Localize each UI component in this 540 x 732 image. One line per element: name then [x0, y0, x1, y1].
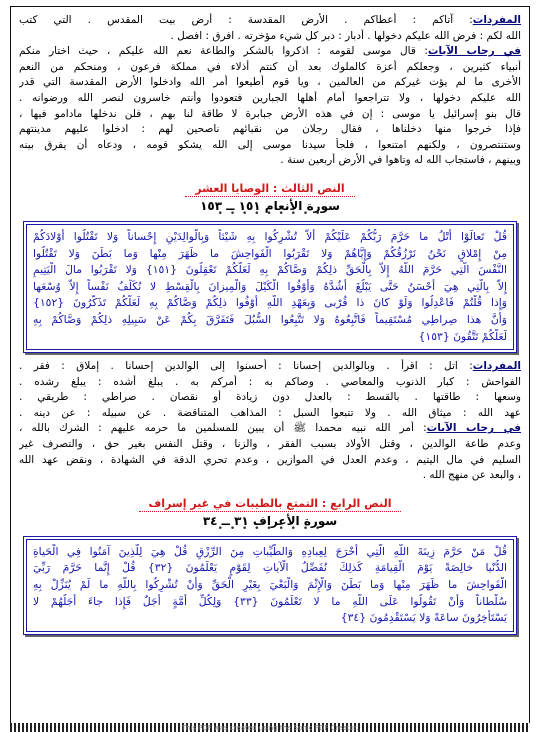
quran-line: سُلْطاناً وَأَنْ تَقُولُوا عَلَى اللَّهِ ما لا تَعْلَمُونَ {٣٣} وَلِكُلِّ أُمَّةٍ أَجَلٌ فَإِذا جاءَ أَجَلُهُمْ لا	[33, 594, 507, 608]
surah-reference: سورة الأنعام ١٥١ ــ ١٥٣	[200, 198, 340, 213]
vocab-line: الله لكم : فرض الله عليكم دخولها . أدبار : دبر كل شيء مؤخرته . افرق : افصل .	[170, 29, 521, 42]
surah-reference: سورة الأعراف ٣١ ــ ٣٤	[202, 513, 338, 528]
verses-line: في رحاب الآيات: قال موسى لقومه : اذكروا بالشكر والطاعة نعم الله عليكم ، حيث اختار منكم	[19, 45, 521, 58]
section-heading: النص الرابع : التمتع بالطيبات في غير إسراف	[139, 497, 402, 512]
vocab-label: المفردات	[472, 360, 521, 373]
quran-line: وَأَنَّ هذا صِراطِي مُسْتَقِيماً فَاتَّبِعُوهُ وَلا تَتَّبِعُوا السُّبُلَ فَتَفَرَّقَ بِكُمْ عَنْ سَبِيلِهِ ذلِكُمْ وَصَّاكُمْ بِهِ	[33, 312, 507, 326]
decorative-divider: • • • • • • • • •	[217, 523, 323, 534]
quran-line: وَإِذا قُلْتُمْ فَاعْدِلُوا وَلَوْ كانَ ذا قُرْبى وَبِعَهْدِ اللَّهِ أَوْفُوا ذلِكُمْ وَصَّاكُمْ بِهِ لَعَلَّكُمْ تَذَكَّرُونَ {١٥٢}	[33, 296, 507, 310]
quran-line: يَسْتَأْخِرُونَ ساعَةً وَلا يَسْتَقْدِمُونَ {٣٤}	[340, 611, 507, 625]
verses-label: في رحاب الآيات	[427, 45, 521, 58]
quran-text-box	[23, 221, 517, 353]
quran-line: قُلْ مَنْ حَرَّمَ زِينَةَ اللَّهِ الَّتِي أَخْرَجَ لِعِبادِهِ وَالطَّيِّباتِ مِنَ الرِّزْقِ قُلْ هِيَ لِلَّذِينَ آمَنُوا فِي الْحَياةِ	[33, 544, 507, 558]
page-content	[19, 13, 521, 715]
verses-line: فإذا خرجوا منها دخلناها ، فقال رجلان من نقبائهم ناصحين لهم : ادخلوا عليهم مدينتهم	[19, 123, 521, 136]
vocab-line: وسعها : طاقتها . بالقسط : بالعدل دون زيادة أو نقصان . صراطي : طريقي .	[19, 391, 521, 404]
footer-watermark: This PDF was created using the Sonic PDF Creator.	[181, 724, 359, 732]
quran-text-box	[23, 536, 517, 635]
quran-line: الْفَواحِشَ ما ظَهَرَ مِنْها وَما بَطَنَ وَالْإِثْمَ وَالْبَغْيَ بِغَيْرِ الْحَقِّ وَأَنْ تُشْرِكُوا بِاللَّهِ ما لَمْ يُنَزِّلْ بِهِ	[33, 578, 507, 592]
verses-line: في رحاب الآيات: أمر الله نبيه محمدا ﷺ أن يبين للمسلمين ما حرمه عليهم : الشرك بالله ،	[19, 422, 521, 435]
quran-line: مِنْ إِمْلاقٍ نَحْنُ نَرْزُقُكُمْ وَإِيَّاهُمْ وَلا تَقْرَبُوا الْفَواحِشَ ما ظَهَرَ مِنْها وَما بَطَنَ وَلا تَقْتُلُوا	[33, 246, 507, 260]
verses-line: وعدم طاعة الوالدين ، وقتل الأولاد بسبب الفقر ، والزنا ، وقتل النفس بغير حق ، والتصرف غير	[19, 438, 521, 451]
verses-label: في رحاب الآيات	[426, 422, 521, 435]
verses-line: قال بنو إسرائيل يا موسى : إن في هذه الأرض جبابرة لا طاقة لنا بهم ، فلن ندخلها مادامو فيها ،	[19, 107, 521, 120]
quran-line: إِلاَّ بِالَّتِي هِيَ أَحْسَنُ حَتَّى يَبْلُغَ أَشُدَّهُ وَأَوْفُوا الْكَيْلَ وَالْمِيزانَ بِالْقِسْطِ لا نُكَلِّفُ نَفْساً إِلاَّ وُسْعَها	[33, 279, 507, 293]
quran-line: الدُّنْيا خالِصَةً يَوْمَ الْقِيامَةِ كَذلِكَ نُفَصِّلُ الْآياتِ لِقَوْمٍ يَعْلَمُونَ {٣٢} قُلْ إِنَّما حَرَّمَ رَبِّيَ	[33, 561, 507, 575]
quran-line: النَّفْسَ الَّتِي حَرَّمَ اللَّهُ إِلاَّ بِالْحَقِّ ذلِكُمْ وَصَّاكُمْ بِهِ لَعَلَّكُمْ تَعْقِلُونَ {١٥١} وَلا تَقْرَبُوا مالَ الْيَتِيمِ	[33, 263, 507, 277]
verses-line: أنبياء كثيرين ، وجعلكم أعزة كالملوك بعد أن كنتم أذلاء في مملكة فرعون ، ومنحكم من النعم	[19, 60, 521, 73]
quran-line: قُلْ تَعالَوْا أَتْلُ ما حَرَّمَ رَبُّكُمْ عَلَيْكُمْ أَلاَّ تُشْرِكُوا بِهِ شَيْئاً وَبِالْوالِدَيْنِ إِحْساناً وَلا تَقْتُلُوا أَوْلادَكُمْ	[33, 229, 507, 243]
vocab-line: الفواحش : كبار الذنوب والمعاصي . وصاكم به : أمركم به . يبلغ أشده : يبلغ رشده .	[19, 375, 521, 388]
section-heading-block	[19, 492, 521, 534]
verses-line: ، والبعد عن منهج الله .	[422, 469, 521, 482]
document-page	[10, 6, 530, 724]
verses-line: وستنتصرون ، ولكنهم امتنعوا ، فلجأ سيدنا موسى إلى الله يشكو قومه ، ودعاه أن يفرق بينه	[19, 138, 521, 151]
vocab-line: عهد الله : ميثاق الله . ولا تتبعوا السبل : المذاهب المتناقضة . عن سبيله : عن دينه .	[19, 406, 521, 419]
vocab-line: المفردات: آتاكم : أعطاكم . الأرض المقدسة : أرض بيت المقدس . التي كتب	[19, 14, 521, 26]
vocab-label: المفردات	[472, 14, 521, 26]
decorative-divider: • • • • • • • • •	[217, 208, 323, 219]
verses-line: الأخرى ما لم يؤت غيركم من العالمين ، ويا قوم أطيعوا أمر الله وادخلوا الأرض المقدسة التي قدر	[19, 76, 521, 89]
section-heading: النص الثالث : الوصايا العشر	[185, 182, 354, 197]
vocab-line: المفردات: اتل : اقرأ . وبالوالدين إحسانا : أحسنوا إلى الوالدين إحسانا . إملاق : فقر .	[19, 360, 521, 373]
quran-line: لَعَلَّكُمْ تَتَّقُونَ {١٥٣}	[418, 329, 507, 343]
verses-line: السليم في مال اليتيم ، وعدم العدل في الموازين ، وعدم تحري الدقة في الشهادة ، ونقض عهد الله	[19, 453, 521, 466]
verses-line: الله عليكم دخولها ، ولا تتراجعوا أمام أهلها الجبارين فتعودوا وأنتم خاسرون لنصر الله ورضوانه .	[19, 91, 521, 104]
section-heading-block	[19, 177, 521, 219]
verses-line: وبينهم ، فاستجاب الله له وتاهوا في الأرض أربعين سنة .	[280, 154, 521, 167]
